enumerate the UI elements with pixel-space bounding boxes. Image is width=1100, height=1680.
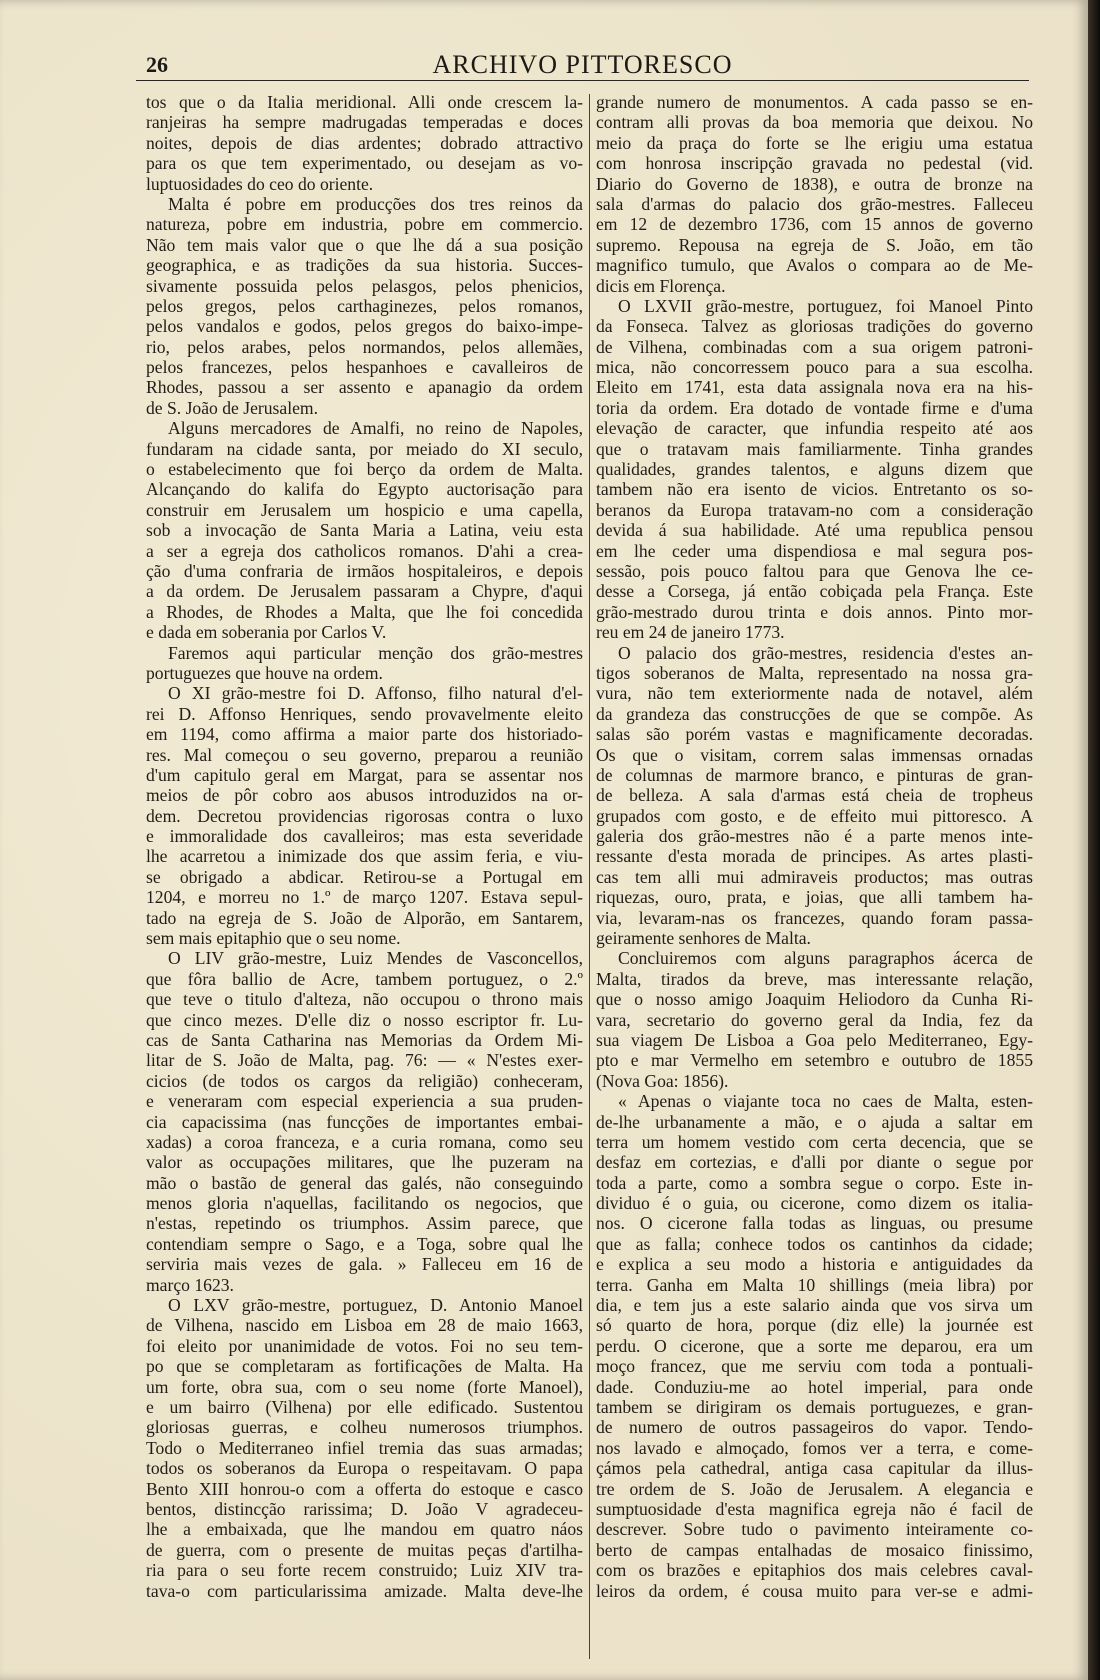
text-line: cia capacissima (nas funcções de importantes embai- — [146, 1111, 583, 1132]
text-line: tre ordem de S. João de Jerusalem. A elegancia e — [596, 1478, 1033, 1499]
text-line: terra. Ganha em Malta 10 shillings (meia libra) por — [596, 1274, 1033, 1295]
text-line: Eleito em 1741, esta data assignala nova era na his- — [596, 377, 1033, 398]
text-line: que as falla; conhece todos os cantinhos da cidade; — [596, 1233, 1033, 1254]
text-line: portuguezes que houve na ordem. — [146, 662, 383, 683]
text-line: O LIV grão-mestre, Luiz Mendes de Vasconcellos, — [168, 948, 583, 969]
text-line: toria da ordem. Era dotado de vontade firme e d'uma — [596, 397, 1033, 418]
text-line: desfaz em cortezias, e d'alli por diante o segue por — [596, 1152, 1033, 1173]
text-line: sala d'armas do palacio dos grão-mestres. Falleceu — [596, 193, 1033, 214]
text-line: da grandeza das construcções de que se compõe. As — [596, 703, 1033, 724]
text-line: devida á sua habilidade. Até uma republica pensou — [596, 520, 1033, 541]
text-line: O LXVII grão-mestre, portuguez, foi Manoel Pinto — [618, 295, 1033, 316]
text-line: via, levaram-nas os francezes, quando foram passa- — [596, 907, 1033, 928]
text-line: em 1194, como affirma a maior parte dos historiado- — [146, 724, 583, 745]
text-line: que o tratavam mais familiarmente. Tinha grandes — [596, 438, 1033, 459]
text-line: serviria mais vezes de gala. » Falleceu em 16 de — [146, 1254, 583, 1275]
text-line: de numero de outros passageiros do vapor. Tendo- — [596, 1417, 1033, 1438]
text-line: meio da praça do forte se lhe erigiu uma estatua — [596, 132, 1033, 153]
text-line: galeria dos grão-mestres não é a parte menos inte- — [596, 826, 1033, 847]
text-line: sivamente possuida pelos pelasgos, pelos phenicios, — [146, 275, 583, 296]
text-line: leiros da ordem, é cousa muito para ver-se e admi- — [596, 1580, 1033, 1601]
text-line: geographica, e as tradições da sua historia. Succes- — [146, 255, 583, 276]
text-line: rei D. Affonso Henriques, sendo provavelmente eleito — [146, 703, 583, 724]
text-line: perdu. O cicerone, que a sorte me deparou, era um — [596, 1335, 1033, 1356]
text-line: de Vilhena, nascido em Lisboa em 28 de maio 1663, — [146, 1315, 583, 1336]
text-line: tigos soberanos de Malta, representado na nossa gra- — [596, 662, 1033, 683]
text-line: Concluiremos com alguns paragraphos ácerca de — [618, 948, 1033, 969]
text-line: que teve o titulo d'alteza, não occupou o throno mais — [146, 989, 583, 1010]
text-line: foi eleito por unanimidade de votos. Foi no seu tem- — [146, 1335, 583, 1356]
text-line: descrever. Sobre tudo o pavimento inteiramente co- — [596, 1519, 1033, 1540]
text-line: (Nova Goa: 1856). — [596, 1070, 729, 1091]
text-line: meios de pôr cobro aos abusos introduzidos na or- — [146, 785, 583, 806]
text-line: construir em Jerusalem um hospicio e uma capella, — [146, 499, 583, 520]
text-line: sessão, pois pouco faltou para que Genova lhe ce- — [596, 560, 1033, 581]
text-line: 1204, e morreu no 1.º de março 1207. Estava sepul- — [146, 887, 583, 908]
text-line: tado na egreja de S. João de Alporão, em Santarem, — [146, 907, 583, 928]
text-line: Malta, tirados da breve, mas interessante relação, — [596, 968, 1033, 989]
text-line: Os que o visitam, correm salas immensas ornadas — [596, 744, 1033, 765]
text-line: de belleza. A sala d'armas está cheia de tropheus — [596, 785, 1033, 806]
text-line: lhe a embaixada, que lhe mandou em quatro náos — [146, 1519, 583, 1540]
text-line: com honrosa inscripção gravada no pedestal (vid. — [596, 153, 1033, 174]
text-line: valor as occupações militares, que lhe puzeram na — [146, 1152, 583, 1173]
text-line: Rhodes, passou a ser assento e apanagio da ordem — [146, 377, 583, 398]
text-line: res. Mal começou o seu governo, preparou a reunião — [146, 744, 583, 765]
text-line: terra um homem vestido com certa decencia, que se — [596, 1131, 1033, 1152]
text-line: ção d'uma confraria de irmãos hospitaleiros, e depois — [146, 560, 583, 581]
text-line: cicios (de todos os cargos da religião) conheceram, — [146, 1070, 583, 1091]
right-text-column — [596, 92, 1033, 1601]
column-divider — [589, 94, 590, 1659]
text-line: mica, não concorressem pouco para a sua escolha. — [596, 357, 1033, 378]
text-line: dem. Decretou providencias rigorosas contra o luxo — [146, 805, 583, 826]
text-line: sumptuosidade d'esta magnifica egreja não é facil de — [596, 1498, 1033, 1519]
text-line: O LXV grão-mestre, portuguez, D. Antonio Manoel — [168, 1295, 583, 1316]
text-line: com os brazões e epitaphios dos mais celebres caval- — [596, 1560, 1033, 1581]
text-line: tambem não era isento de vicios. Entretanto os so- — [596, 479, 1033, 500]
text-line: beranos da Europa tratavam-no com a consideração — [596, 499, 1033, 520]
text-line: litar de S. João de Malta, pag. 76: — « N'estes exer- — [146, 1050, 583, 1071]
text-line: Bento XIII honrou-o com a offerta do estoque e casco — [146, 1478, 583, 1499]
text-line: elevação de caracter, que infundia respeito até aos — [596, 418, 1033, 439]
text-line: de Vilhena, combinadas com a sua origem patroni- — [596, 336, 1033, 357]
text-line: o estabelecimento que foi berço da ordem de Malta. — [146, 459, 583, 480]
text-line: n'estas, repetindo os triumphos. Assim parece, que — [146, 1213, 583, 1234]
text-line: Todo o Mediterraneo infiel tremia das suas armadas; — [146, 1437, 583, 1458]
text-line: nos. O cicerone falla todas as linguas, ou presume — [596, 1213, 1033, 1234]
text-line: e veneraram com especial experiencia a sua pruden- — [146, 1091, 583, 1112]
text-line: tos que o da Italia meridional. Alli onde crescem la- — [146, 92, 583, 112]
text-line: desse a Corsega, já então cobiçada pela França. Este — [596, 581, 1033, 602]
text-line: Alcançando do kalifa do Egypto auctorisação para — [146, 479, 583, 500]
text-line: Faremos aqui particular menção dos grão-mestres — [168, 642, 583, 663]
text-line: salas são porém vastas e magnificamente decoradas. — [596, 724, 1033, 745]
text-line: a Rhodes, de Rhodes a Malta, que lhe foi concedida — [146, 601, 583, 622]
text-line: grupados com gosto, e de effeito mui pittoresco. A — [596, 805, 1033, 826]
running-title: ARCHIVO PITTORESCO — [432, 50, 733, 79]
text-line: dia, e tem jus a este salario ainda que vos sirva um — [596, 1295, 1033, 1316]
text-line: contendiam sempre o Sago, e a Toga, sobre qual lhe — [146, 1233, 583, 1254]
text-line: um forte, obra sua, com o seu nome (forte Manoel), — [146, 1376, 583, 1397]
text-line: magnifico tumulo, que Avalos o compara ao de Me- — [596, 255, 1033, 276]
page-header — [136, 50, 1029, 81]
text-line: grande numero de monumentos. A cada passo se en- — [596, 92, 1033, 112]
text-line: O XI grão-mestre foi D. Affonso, filho natural d'el- — [168, 683, 583, 704]
text-line: nos lavado e almoçado, fomos ver a terra, e come- — [596, 1437, 1033, 1458]
text-line: O palacio dos grão-mestres, residencia d'estes an- — [618, 642, 1033, 663]
text-line: çámos pela cathedral, antiga casa capitular da illus- — [596, 1458, 1033, 1479]
text-line: natureza, pobre em industria, pobre em commercio. — [146, 214, 583, 235]
text-line: cas de Santa Catharina nas Memorias da Ordem Mi- — [146, 1029, 583, 1050]
text-line: lhe acarretou a inimizade dos que assim feria, e viu- — [146, 846, 583, 867]
book-edge-shadow — [1088, 0, 1100, 1680]
text-line: e um bairro (Vilhena) por elle edificado. Sustentou — [146, 1397, 583, 1417]
text-line: vara, secretario do governo geral da India, fez da — [596, 1009, 1033, 1030]
text-line: supremo. Repousa na egreja de S. João, em tão — [596, 234, 1033, 255]
text-line: pelos francezes, pelos hespanhoes e cavalleiros de — [146, 357, 583, 378]
text-line: pelos gregos, pelos carthaginezes, pelos romanos, — [146, 295, 583, 316]
text-line: menos gloria n'aquellas, facilitando os negocios, que — [146, 1193, 583, 1214]
text-line: todos os soberanos da Europa o respeitavam. O papa — [146, 1458, 583, 1479]
text-line: geiramente senhores de Malta. — [596, 928, 811, 949]
text-line: gloriosas guerras, e colheu numerosos triumphos. — [146, 1417, 583, 1438]
text-line: luptuosidades do ceo do oriente. — [146, 173, 374, 194]
text-line: riquezas, ouro, prata, e joias, que alli tambem ha- — [596, 887, 1033, 908]
text-line: noites, depois de dias ardentes; dobrado attractivo — [146, 132, 583, 153]
text-line: vura, não tem exteriormente nada de notavel, além — [596, 683, 1033, 704]
text-line: reu em 24 de janeiro 1773. — [596, 622, 785, 643]
text-line: cas tem alli mui admiraveis productos; mas outras — [596, 866, 1033, 887]
text-line: a ser a egreja dos catholicos romanos. D'ahi a crea- — [146, 540, 583, 561]
text-line: que fôra ballio de Acre, tambem portuguez, o 2.º — [146, 968, 583, 989]
text-line: contram alli provas da boa memoria que deixou. No — [596, 112, 1033, 133]
text-line: e explica a seu modo a historia e antiguidades da — [596, 1254, 1033, 1275]
text-line: Não tem mais valor que o que lhe dá a sua posição — [146, 234, 583, 255]
text-line: de-lhe urbanamente a mão, e o ajuda a saltar em — [596, 1111, 1033, 1132]
text-line: po que se completaram as fortificações de Malta. Ha — [146, 1356, 583, 1377]
text-line: só quarto de hora, porque (diz elle) la journée est — [596, 1315, 1033, 1336]
text-line: ria para o seu forte recem construido; Luiz XIV tra- — [146, 1560, 583, 1581]
text-line: pelos vandalos e godos, pelos gregos do baixo-impe- — [146, 316, 583, 337]
text-line: que o nosso amigo Joaquim Heliodoro da Cunha Ri- — [596, 989, 1033, 1010]
text-line: berto de campas entalhadas de mosaico finissimo, — [596, 1539, 1033, 1560]
text-line: fundaram na cidade santa, por meiado do XI seculo, — [146, 438, 583, 459]
text-line: sua viagem De Lisboa a Goa pelo Mediterraneo, Egy- — [596, 1029, 1033, 1050]
text-line: de columnas de marmore branco, e pinturas de gran- — [596, 764, 1033, 785]
text-line: moço francez, que me serviu com toda a pontuali- — [596, 1356, 1033, 1377]
text-line: se obrigado a abdicar. Retirou-se a Portugal em — [146, 866, 583, 887]
text-line: rio, pelos arabes, pelos normandos, pelos allemães, — [146, 336, 583, 357]
left-text-column — [146, 92, 583, 1601]
text-line: em 12 de dezembro 1736, com 15 annos de governo — [596, 214, 1033, 235]
text-line: dade. Conduziu-me ao hotel imperial, para onde — [596, 1376, 1033, 1397]
text-line: xadas) a coroa franceza, e a curia romana, como seu — [146, 1131, 583, 1152]
text-line: março 1623. — [146, 1274, 234, 1295]
text-line: Alguns mercadores de Amalfi, no reino de Napoles, — [168, 418, 583, 439]
text-line: de S. João de Jerusalem. — [146, 397, 318, 418]
text-line: dicis em Florença. — [596, 275, 726, 296]
text-line: da Fonseca. Talvez as gloriosas tradições do governo — [596, 316, 1033, 337]
text-line: que cinco mezes. D'elle diz o nosso escriptor fr. Lu- — [146, 1009, 583, 1030]
text-line: sem mais epitaphio que o seu nome. — [146, 928, 401, 949]
text-line: para os que tem experimentado, ou desejam as vo- — [146, 153, 583, 174]
text-line: de guerra, com o presente de muitas peças d'artilha- — [146, 1539, 583, 1560]
text-line: ranjeiras ha sempre madrugadas temperadas e doces — [146, 112, 583, 133]
text-line: toda a parte, como a sombra segue o corpo. Este in- — [596, 1172, 1033, 1193]
text-line: mão o bastão de general das galés, não conseguindo — [146, 1172, 583, 1193]
text-line: tava-o com particularissima amizade. Malta deve-lhe — [146, 1580, 583, 1601]
text-line: grão-mestrado durou trinta e dois annos. Pinto mor- — [596, 601, 1033, 622]
text-line: pto e mar Vermelho em setembro e outubro de 1855 — [596, 1050, 1033, 1071]
text-line: e dada em soberania por Carlos V. — [146, 622, 387, 643]
text-line: dividuo é o guia, ou cicerone, como dizem os italia- — [596, 1193, 1033, 1214]
text-line: Malta é pobre em producções dos tres reinos da — [168, 193, 583, 214]
text-line: « Apenas o viajante toca no caes de Malta, esten- — [618, 1091, 1033, 1112]
text-line: em lhe ceder uma dispendiosa e mal segura pos- — [596, 540, 1033, 561]
text-line: ressante d'esta morada de principes. As artes plasti- — [596, 846, 1033, 867]
text-line: bentos, distincção rarissima; D. João V agradeceu- — [146, 1498, 583, 1519]
text-line: sob a invocação de Santa Maria a Latina, veiu esta — [146, 520, 583, 541]
text-line: tambem se dirigiram os demais portuguezes, e gran- — [596, 1397, 1033, 1417]
text-line: e immoralidade dos cavalleiros; mas esta severidade — [146, 826, 583, 847]
text-line: qualidades, grandes talentos, e alguns dizem que — [596, 459, 1033, 480]
text-line: d'um capitulo geral em Margat, para se assentar nos — [146, 764, 583, 785]
text-line: Diario do Governo de 1838), e outra de bronze na — [596, 173, 1033, 194]
text-line: a da ordem. De Jerusalem passaram a Chypre, d'aqui — [146, 581, 583, 602]
page-number: 26 — [146, 52, 168, 77]
